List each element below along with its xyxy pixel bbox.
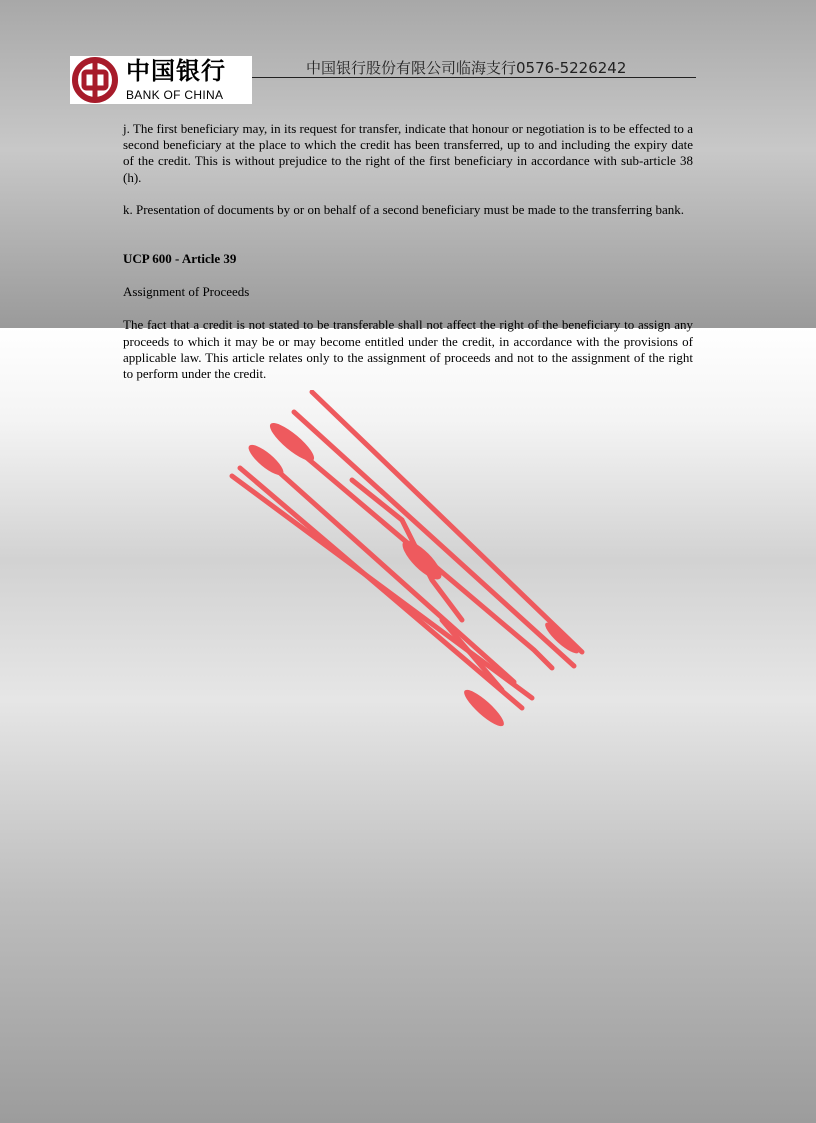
paragraph-j: j. The first beneficiary may, in its request for transfer, indicate that honour or negotiation is to be effected to a second beneficiary at the place to which the credit has been transferred, up to and including the expiry date of the credit. This is without prejudice to the right of the first beneficiary in accordance with sub-article 38 (h). — [123, 121, 693, 185]
bank-of-china-emblem-icon — [72, 57, 118, 103]
paragraph-k: k. Presentation of documents by or on behalf of a second beneficiary must be made to the transferring bank. — [123, 201, 684, 217]
document-body — [123, 121, 693, 382]
logo-english-name: BANK OF CHINA — [126, 88, 224, 102]
logo-chinese-name: 中国银行 — [126, 57, 226, 85]
article-text: The fact that a credit is not stated to be transferable shall not affect the right of the beneficiary to assign any proceeds to which it may be or may become entitled under the credit, in accordance with the provisions of applicable law. This article relates only to the assignment of proceeds and not to the assignment of the right to perform under the credit. — [123, 317, 693, 382]
header-bank-branch: 中国银行股份有限公司临海支行0576-5226242 — [306, 59, 627, 77]
red-stamp-icon — [222, 390, 592, 740]
article-subtitle: Assignment of Proceeds — [123, 284, 250, 300]
bank-logo — [70, 56, 252, 104]
article-heading: UCP 600 - Article 39 — [123, 251, 237, 267]
